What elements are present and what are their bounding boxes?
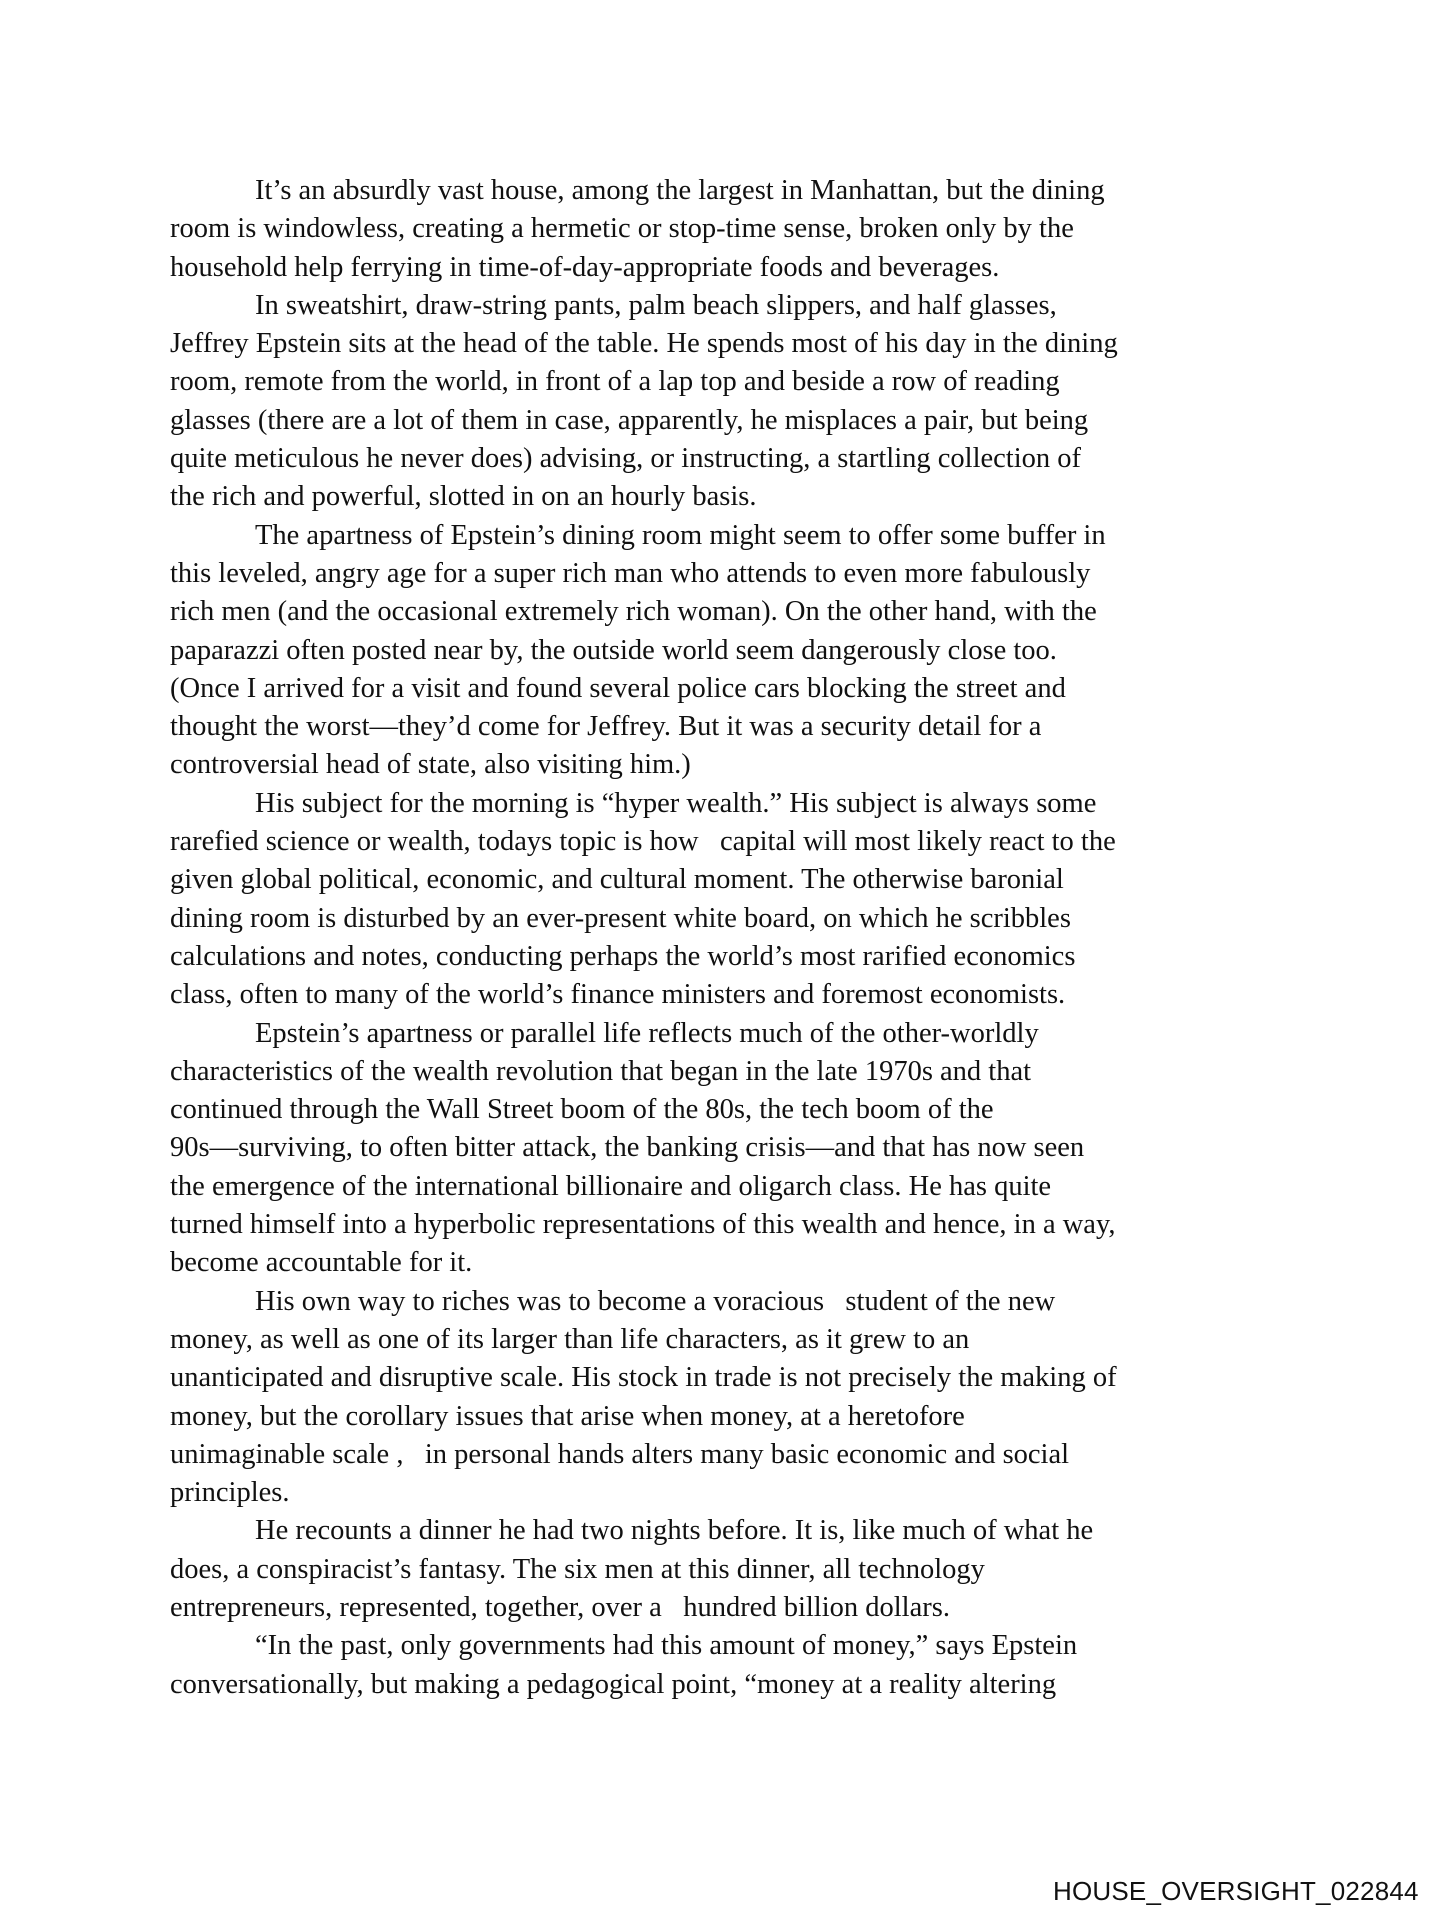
bates-number: HOUSE_OVERSIGHT_022844	[1053, 1876, 1419, 1906]
text-line: glasses (there are a lot of them in case, apparently, he misplaces a pair, but being	[170, 404, 1089, 436]
text-line: the emergence of the international billionaire and oligarch class. He has quite	[170, 1170, 1052, 1202]
text-line: money, as well as one of its larger than life characters, as it grew to an	[170, 1323, 970, 1355]
text-line: given global political, economic, and cultural moment. The otherwise baronial	[170, 864, 1064, 896]
text-line: Jeffrey Epstein sits at the head of the table. He spends most of his day in the dining	[170, 328, 1118, 360]
text-line: unanticipated and disruptive scale. His stock in trade is not precisely the making of	[170, 1362, 1117, 1394]
paragraph-first-line: He recounts a dinner he had two nights before. It is, like much of what he	[255, 1515, 1094, 1547]
text-line: 90s—surviving, to often bitter attack, the banking crisis—and that has now seen	[170, 1132, 1085, 1164]
text-line: room, remote from the world, in front of a lap top and beside a row of reading	[170, 366, 1060, 398]
text-line: turned himself into a hyperbolic representations of this wealth and hence, in a way,	[170, 1209, 1116, 1241]
text-line: room is windowless, creating a hermetic or stop-time sense, broken only by the	[170, 213, 1074, 245]
paragraph-first-line: “In the past, only governments had this amount of money,” says Epstein	[255, 1630, 1078, 1662]
text-line: conversationally, but making a pedagogical point, “money at a reality altering	[170, 1668, 1057, 1700]
paragraph-first-line: His subject for the morning is “hyper wealth.” His subject is always some	[255, 787, 1097, 819]
text-line: rich men (and the occasional extremely rich woman). On the other hand, with the	[170, 596, 1097, 628]
text-line: dining room is disturbed by an ever-present white board, on which he scribbles	[170, 902, 1071, 934]
paragraph-first-line: Epstein’s apartness or parallel life reflects much of the other-worldly	[255, 1017, 1039, 1049]
text-line: household help ferrying in time-of-day-appropriate foods and beverages.	[170, 251, 1000, 283]
text-line: rarefied science or wealth, todays topic is how capital will most likely react to the	[170, 826, 1116, 858]
text-line: controversial head of state, also visiting him.)	[170, 749, 691, 781]
text-line: characteristics of the wealth revolution that began in the late 1970s and that	[170, 1055, 1032, 1087]
text-line: quite meticulous he never does) advising, or instructing, a startling collection of	[170, 443, 1081, 475]
paragraph-first-line: It’s an absurdly vast house, among the largest in Manhattan, but the dining	[255, 175, 1105, 206]
text-line: continued through the Wall Street boom of the 80s, the tech boom of the	[170, 1094, 994, 1126]
text-line: entrepreneurs, represented, together, over a hundred billion dollars.	[170, 1591, 950, 1623]
paragraph-first-line: The apartness of Epstein’s dining room might seem to offer some buffer in	[255, 519, 1106, 551]
text-line: become accountable for it.	[170, 1247, 473, 1279]
text-line: unimaginable scale , in personal hands alters many basic economic and social	[170, 1438, 1070, 1470]
text-line: principles.	[170, 1477, 290, 1509]
text-line: thought the worst—they’d come for Jeffrey. But it was a security detail for a	[170, 711, 1042, 743]
paragraph-first-line: In sweatshirt, draw-string pants, palm beach slippers, and half glasses,	[255, 289, 1057, 321]
text-line: this leveled, angry age for a super rich man who attends to even more fabulously	[170, 557, 1091, 589]
text-line: class, often to many of the world’s finance ministers and foremost economists.	[170, 979, 1066, 1011]
paragraph-first-line: His own way to riches was to become a voracious student of the new	[255, 1285, 1056, 1317]
text-line: does, a conspiracist’s fantasy. The six men at this dinner, all technology	[170, 1553, 985, 1585]
text-line: money, but the corollary issues that arise when money, at a heretofore	[170, 1400, 965, 1432]
document-body	[170, 172, 1300, 1704]
text-line: (Once I arrived for a visit and found several police cars blocking the street and	[170, 672, 1066, 704]
text-line: calculations and notes, conducting perhaps the world’s most rarified economics	[170, 940, 1076, 972]
text-line: paparazzi often posted near by, the outside world seem dangerously close too.	[170, 634, 1057, 666]
text-line: the rich and powerful, slotted in on an hourly basis.	[170, 481, 757, 513]
